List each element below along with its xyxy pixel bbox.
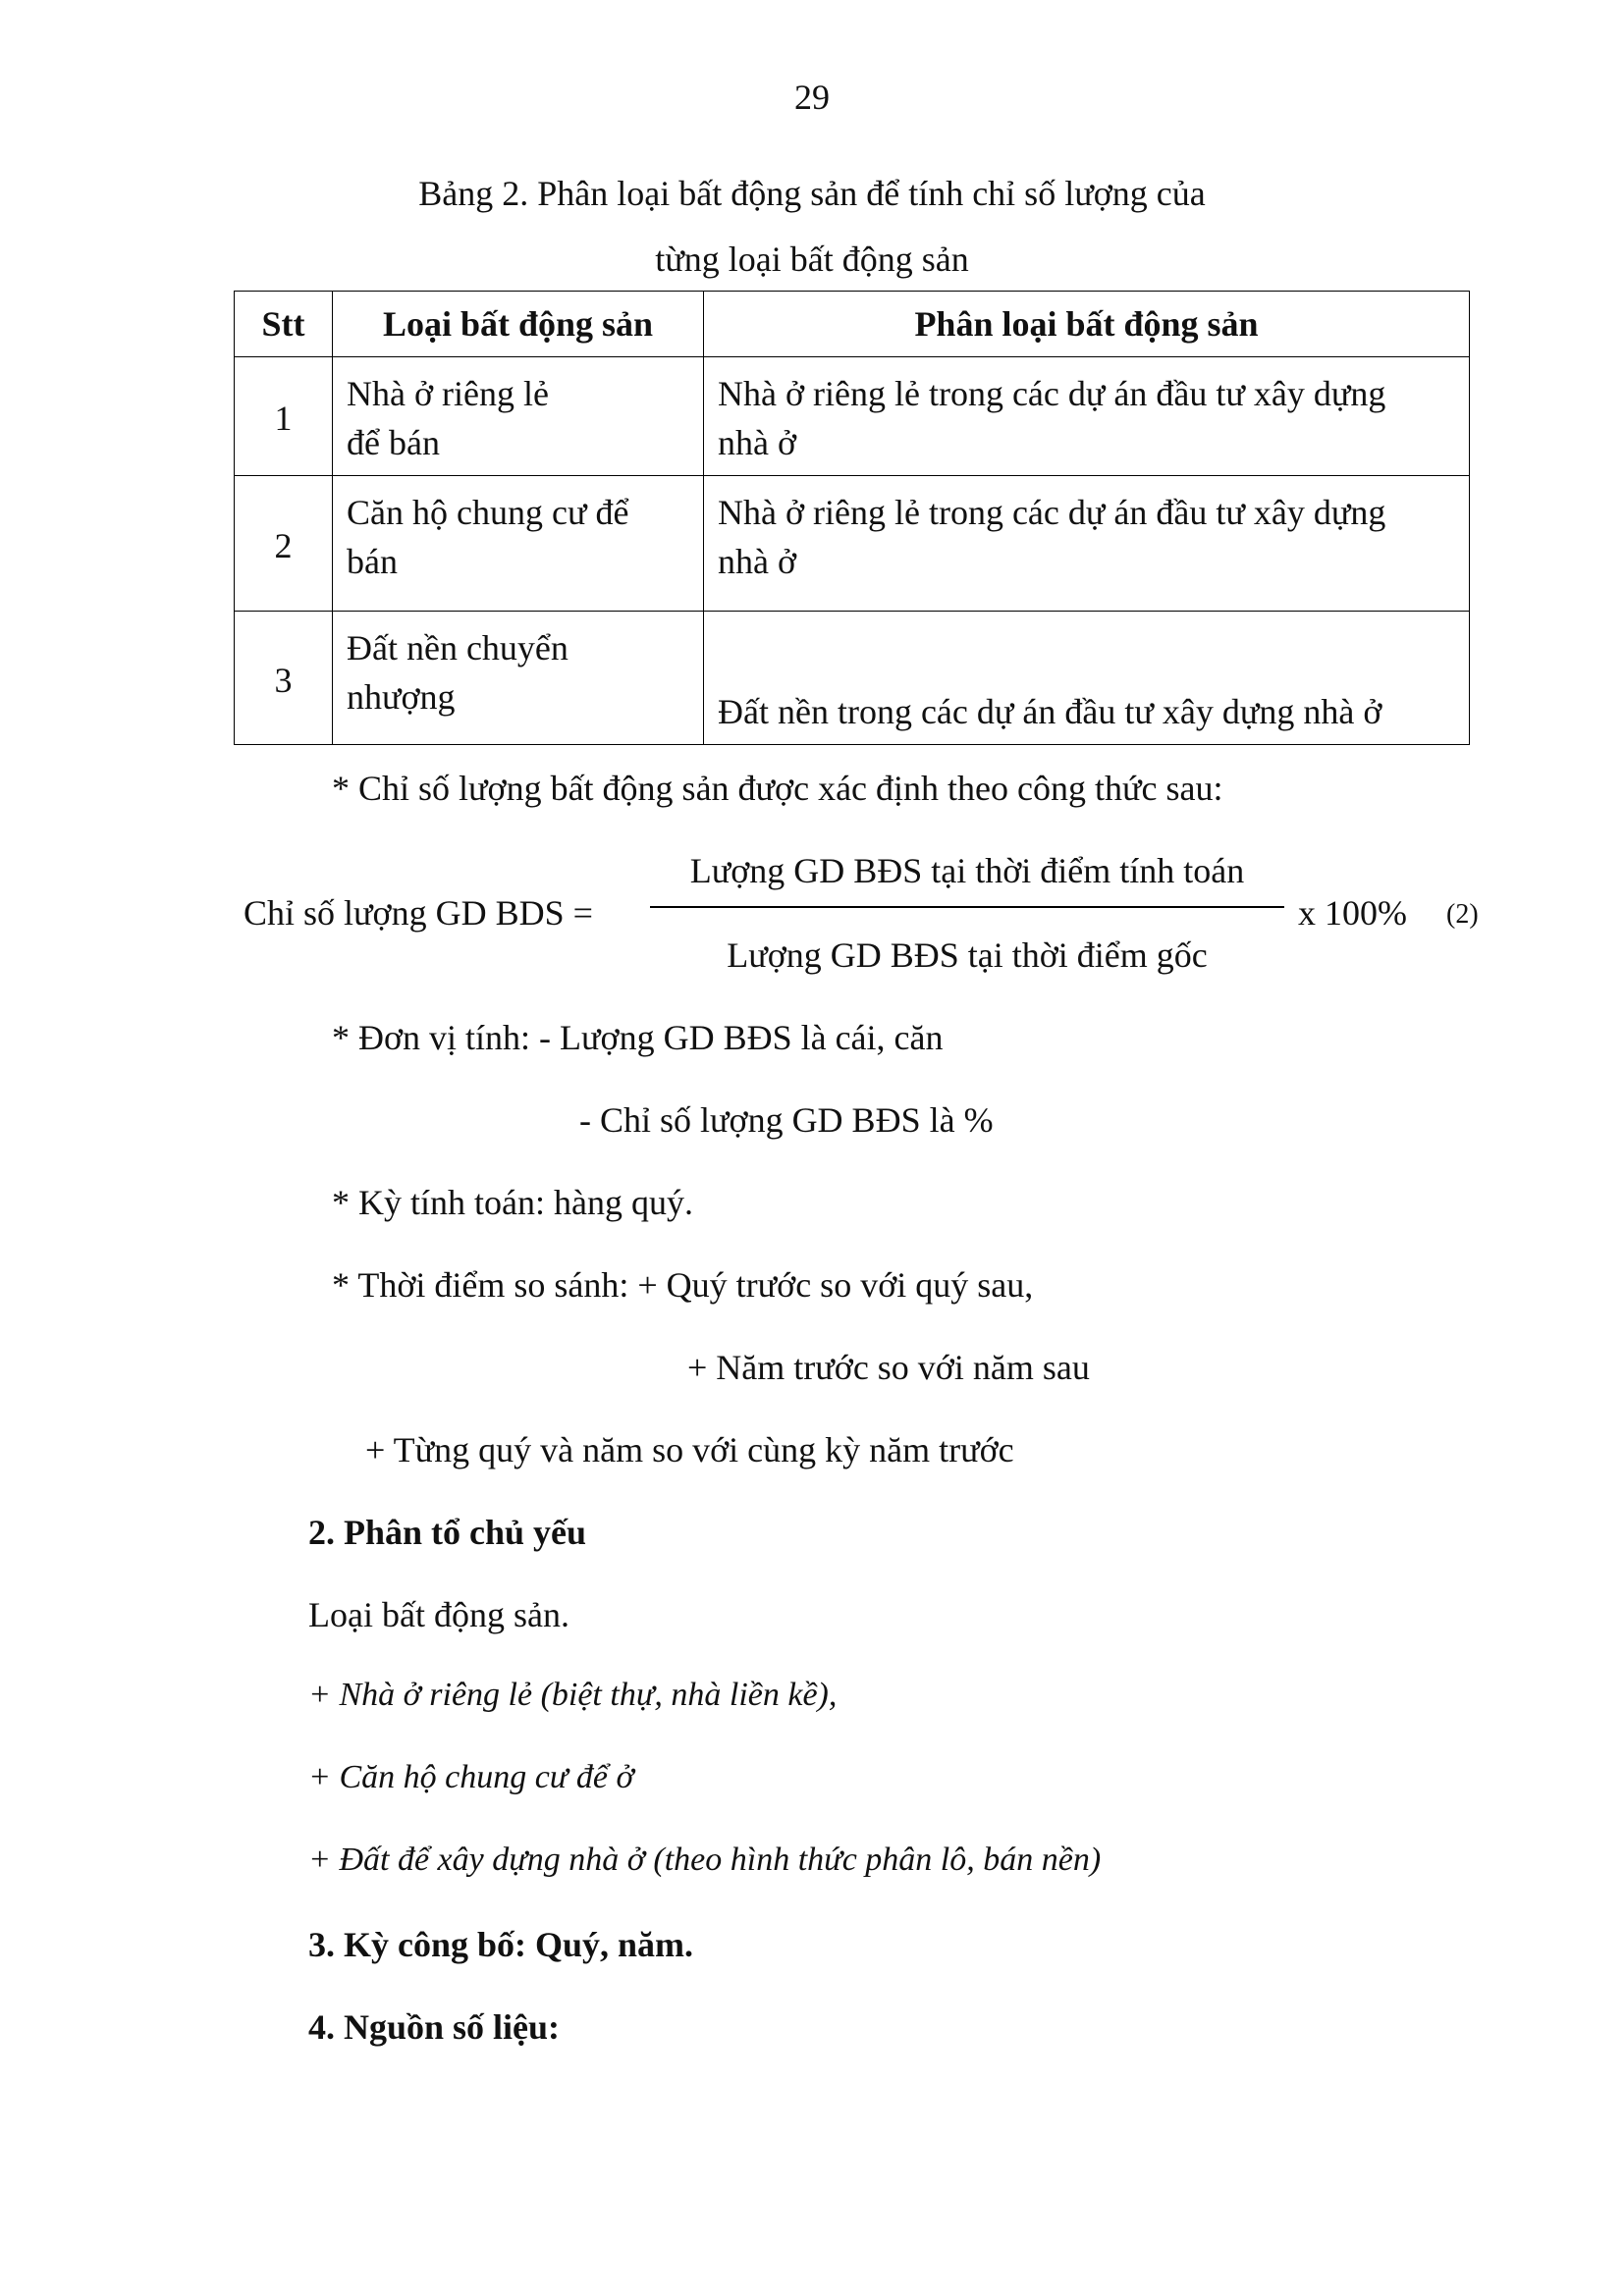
table-row (235, 612, 1470, 745)
equation-number: (2) (1446, 899, 1479, 930)
comparison-line2: + Năm trước so với năm sau (687, 1348, 1090, 1387)
header-stt: Stt (235, 292, 333, 357)
row-class-line: Nhà ở riêng lẻ trong các dự án đầu tư xây dựng (718, 493, 1386, 532)
classification-table (234, 291, 1470, 745)
period-line: * Kỳ tính toán: hàng quý. (332, 1183, 693, 1222)
row-class-line: Đất nền trong các dự án đầu tư xây dựng nhà ở (718, 692, 1382, 731)
table-header-row (235, 292, 1470, 357)
header-type: Loại bất động sản (333, 292, 704, 357)
section2-item: + Căn hộ chung cư để ở (308, 1759, 634, 1795)
row-type-line: bán (347, 542, 398, 581)
row-type (333, 476, 704, 612)
formula-intro: * Chỉ số lượng bất động sản được xác định theo công thức sau: (332, 769, 1223, 808)
section2-item: + Nhà ở riêng lẻ (biệt thự, nhà liền kề), (308, 1677, 838, 1713)
row-class (704, 612, 1470, 745)
table-caption-line1: Bảng 2. Phân loại bất động sản để tính chỉ số lượng của (418, 174, 1206, 213)
comparison-line1: * Thời điểm so sánh: + Quý trước so với quý sau, (332, 1265, 1034, 1305)
table-row (235, 357, 1470, 476)
formula-numerator: Lượng GD BĐS tại thời điểm tính toán (689, 851, 1245, 890)
row-type-line: Nhà ở riêng lẻ (347, 374, 549, 413)
row-class-line: Nhà ở riêng lẻ trong các dự án đầu tư xây dựng (718, 374, 1386, 413)
section4-heading: 4. Nguồn số liệu: (308, 2007, 561, 2047)
row-type (333, 612, 704, 745)
section2-intro: Loại bất động sản. (308, 1595, 569, 1634)
row-class (704, 476, 1470, 612)
section2-item: + Đất để xây dựng nhà ở (theo hình thức phân lô, bán nền) (308, 1842, 1102, 1878)
formula-denominator: Lượng GD BĐS tại thời điểm gốc (727, 935, 1208, 975)
comparison-line3: + Từng quý và năm so với cùng kỳ năm trước (365, 1430, 1014, 1469)
row-class-line: nhà ở (718, 542, 797, 581)
page-number: 29 (794, 78, 830, 117)
row-class (704, 357, 1470, 476)
units-line1: * Đơn vị tính: - Lượng GD BĐS là cái, căn (332, 1018, 944, 1057)
section2-heading: 2. Phân tổ chủ yếu (308, 1513, 587, 1552)
formula-multiplier: x 100% (1298, 893, 1407, 933)
row-type-line: nhượng (347, 677, 456, 717)
row-type-line: Căn hộ chung cư để (347, 493, 629, 532)
table-caption-line2: từng loại bất động sản (655, 240, 969, 279)
fraction-bar (650, 906, 1284, 908)
header-class: Phân loại bất động sản (704, 292, 1470, 357)
row-type-line: Đất nền chuyển (347, 628, 568, 667)
row-stt: 1 (235, 357, 333, 476)
section3-heading: 3. Kỳ công bố: Quý, năm. (308, 1925, 694, 1964)
units-line2: - Chỉ số lượng GD BĐS là % (579, 1100, 994, 1140)
row-type (333, 357, 704, 476)
row-stt: 3 (235, 612, 333, 745)
formula-lhs: Chỉ số lượng GD BDS = (244, 893, 593, 933)
row-type-line: để bán (347, 423, 440, 462)
table-row (235, 476, 1470, 612)
row-stt: 2 (235, 476, 333, 612)
row-class-line: nhà ở (718, 423, 797, 462)
